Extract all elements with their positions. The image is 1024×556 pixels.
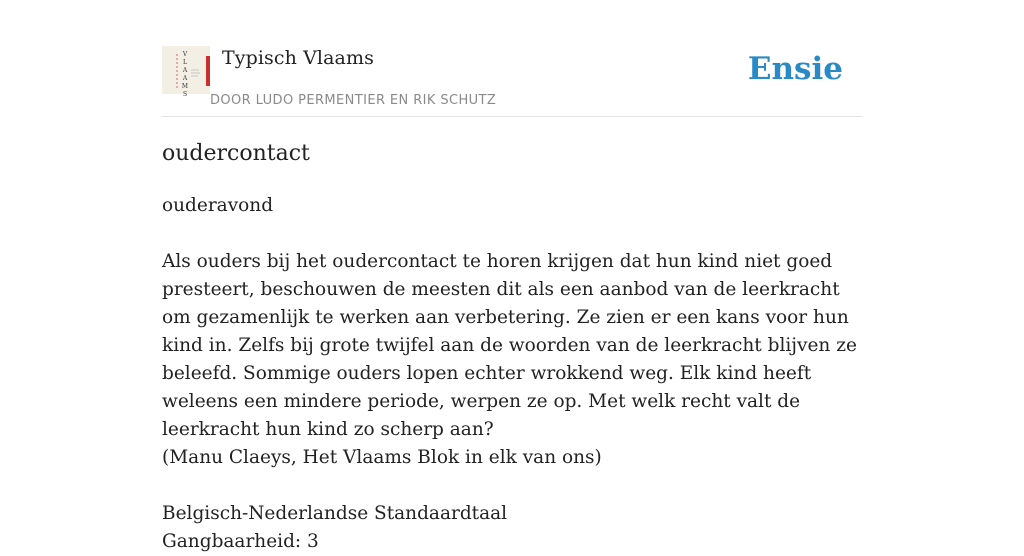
spacer [162, 220, 862, 248]
logo-letter: S [182, 91, 188, 98]
logo-letter: A [182, 67, 188, 74]
dictionary-authors: DOOR LUDO PERMENTIER EN RIK SCHUTZ [210, 93, 497, 108]
logo-letter: L [183, 59, 187, 66]
entry-body [162, 192, 862, 556]
logo-letter: M [181, 83, 189, 90]
dictionary-logo-icon [162, 46, 210, 98]
logo-letter: V [182, 51, 188, 58]
dictionary-logo[interactable] [162, 46, 210, 98]
entry-source: (Manu Claeys, Het Vlaams Blok in elk van ons) [162, 447, 602, 468]
dictionary-title[interactable]: Typisch Vlaams [222, 47, 374, 69]
entry-example: Als ouders bij het oudercontact te horen krijgen dat hun kind niet goed presteert, beschouwen de meesten dit als een aanbod van de leerkracht om gezamenlijk te werken aan verbetering. Ze zien er een kans voor hun kind in. Zelfs bij grote twijfel aan de woorden van de leerkracht blijven ze beleefd. Sommige ouders lopen echter wrokkend weg. Elk kind heeft weleens een mindere periode, werpen ze op. Met welk recht valt de leerkracht hun kind zo scherp aan? [162, 251, 857, 440]
entry-content [162, 138, 862, 556]
entry-title: oudercontact [162, 141, 310, 166]
logo-letter: A [182, 75, 188, 82]
site-header [162, 0, 862, 117]
entry-category: Belgisch-Nederlandse Standaardtaal [162, 503, 508, 524]
ensie-brand-logo[interactable]: Ensie [747, 51, 843, 87]
spacer [162, 472, 862, 500]
entry-frequency: Gangbaarheid: 3 [162, 531, 319, 552]
entry-synonym: ouderavond [162, 195, 274, 216]
